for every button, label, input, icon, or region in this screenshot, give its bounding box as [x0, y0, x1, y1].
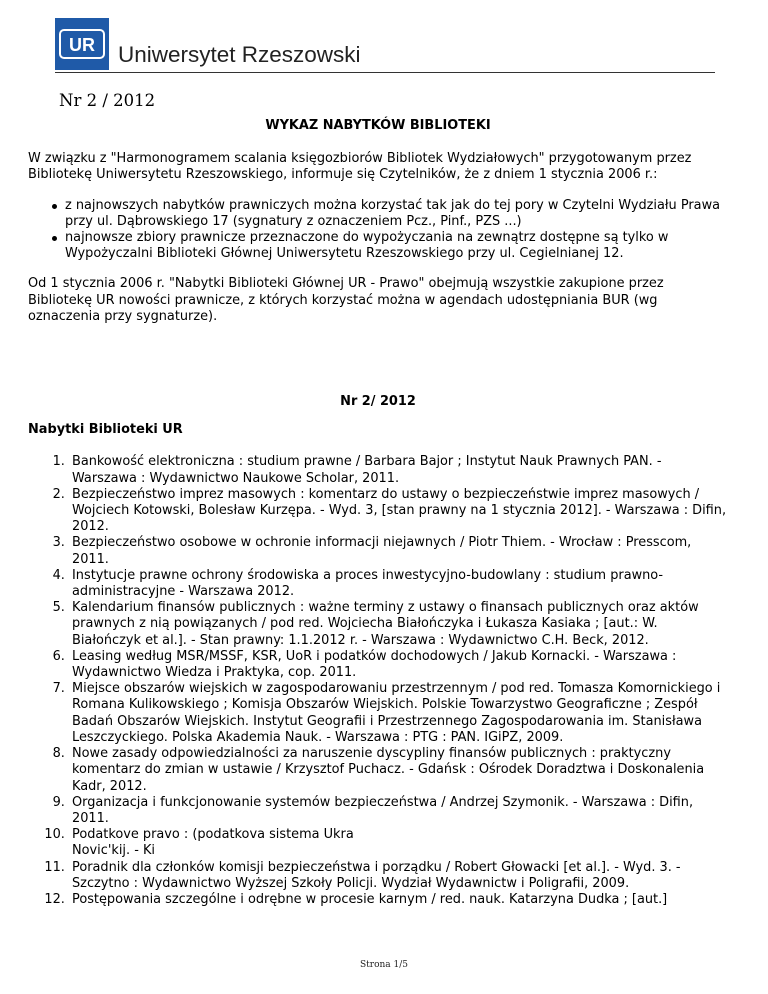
second-paragraph: Od 1 stycznia 2006 r. "Nabytki Biblioteki Głównej UR - Prawo" obejmują wszystkie zakupione przez Bibliotekę UR nowości prawnicze, z których korzystać można w agendach udostępniania BUR (wg oznaczenia przy sygnaturze). — [28, 276, 664, 324]
section-heading: Nabytki Biblioteki UR — [28, 422, 183, 438]
list-item: 9. Organizacja i funkcjonowanie systemów bezpieczeństwa / Andrzej Szymonik. - Warszawa : Difin, 2011. — [69, 795, 728, 827]
page-footer: Strona 1/5 — [359, 960, 408, 970]
list-item: 11. Poradnik dla członków komisji bezpieczeństwa i porządku / Robert Głowacki [et al.]. - Wyd. 3. - Szczytno : Wydawnictwo Wyższej Szkoły Policji. Wydział Wydawnictw i Poligrafii, 2009. — [69, 860, 728, 892]
acquisitions-list — [28, 454, 728, 908]
info-bullets — [28, 198, 728, 263]
list-item: 6. Leasing według MSR/MSSF, KSR, UoR i podatków dochodowych / Jakub Kornacki. - Warszawa : Wydawnictwo Wiedza i Praktyka, cop. 2011. — [69, 649, 728, 681]
list-item: 8. Nowe zasady odpowiedzialności za naruszenie dyscypliny finansów publicznych : praktyczny komentarz do zmian w ustawie / Krzysztof Puchacz. - Gdańsk : Ośrodek Doradztwa i Doskonalenia Kadr, 2012. — [69, 746, 728, 795]
list-item: 12. Postępowania szczególne i odrębne w procesie karnym / red. nauk. Katarzyna Dudka ; [aut.] — [69, 892, 728, 908]
bullet-item: z najnowszych nabytków prawniczych można korzystać tak jak do tej pory w Czytelni Wydziału Prawa przy ul. Dąbrowskiego 17 (sygnatury z oznaczeniem Pcz., Pinf., PZS ...) — [65, 198, 728, 230]
list-item: 5. Kalendarium finansów publicznych : ważne terminy z ustawy o finansach publicznych oraz aktów prawnych z nią powiązanych / pod red. Wojciecha Białończyka i Łukasza Kasiaka ; [aut.: W. Białończyk et al.]. - Stan prawny: 1.1.2012 r. - Warszawa : Wydawnictwo C.H. Beck, 2012. — [69, 600, 728, 649]
list-item: 1. Bankowość elektroniczna : studium prawne / Barbara Bajor ; Instytut Nauk Prawnych PAN. - Warszawa : Wydawnictwo Naukowe Scholar, 2011. — [69, 454, 728, 486]
document-body — [28, 116, 728, 908]
list-item: 10. Podatkove pravo : (podatkova sistema Ukra Novic'kij. - Ki — [69, 827, 728, 859]
document-title: WYKAZ NABYTKÓW BIBLIOTEKI — [265, 118, 491, 133]
list-item: 7. Miejsce obszarów wiejskich w zagospodarowaniu przestrzennym / pod red. Tomasza Komornickiego i Romana Kulikowskiego ; Komisja Obszarów Wiejskich. Polskie Towarzystwo Geograficzne ; Zespół Badań Obszarów Wiejskich. Instytut Geografii i Przestrzennego Zagospodarowania im. Stanisława Leszczyckiego. Polska Akademia Nauk. - Warszawa : PTG : PAN. IGiPZ, 2009. — [69, 681, 728, 746]
bullet-item: najnowsze zbiory prawnicze przeznaczone do wypożyczania na zewnątrz dostępne są tylko w Wypożyczalni Biblioteki Głównej Uniwersytetu Rzeszowskiego przy ul. Cegielnianej 12. — [65, 230, 728, 262]
list-item: 2. Bezpieczeństwo imprez masowych : komentarz do ustawy o bezpieczeństwie imprez masowych / Wojciech Kotowski, Bolesław Kurzępa. - Wyd. 3, [stan prawny na 1 stycznia 2012]. - Warszawa : Difin, 2012. — [69, 487, 728, 536]
list-item: 3. Bezpieczeństwo osobowe w ochronie informacji niejawnych / Piotr Thiem. - Wrocław : Presscom, 2011. — [69, 535, 728, 567]
issue-heading: Nr 2/ 2012 — [340, 394, 416, 410]
header-divider — [55, 72, 715, 73]
university-name: Uniwersytet Rzeszowski — [118, 42, 361, 67]
ur-logo — [55, 18, 109, 70]
issue-label: Nr 2 / 2012 — [59, 91, 156, 110]
svg-text:UR: UR — [69, 35, 95, 55]
list-item: 4. Instytucje prawne ochrony środowiska a proces inwestycyjno-budowlany : studium prawno-administracyjne - Warszawa 2012. — [69, 568, 728, 600]
intro-paragraph: W związku z "Harmonogramem scalania księgozbiorów Bibliotek Wydziałowych" przygotowanym przez Bibliotekę Uniwersytetu Rzeszowskiego, informuje się Czytelników, że z dniem 1 stycznia 2006 r.: — [28, 151, 692, 183]
ur-logo-icon — [59, 29, 105, 59]
